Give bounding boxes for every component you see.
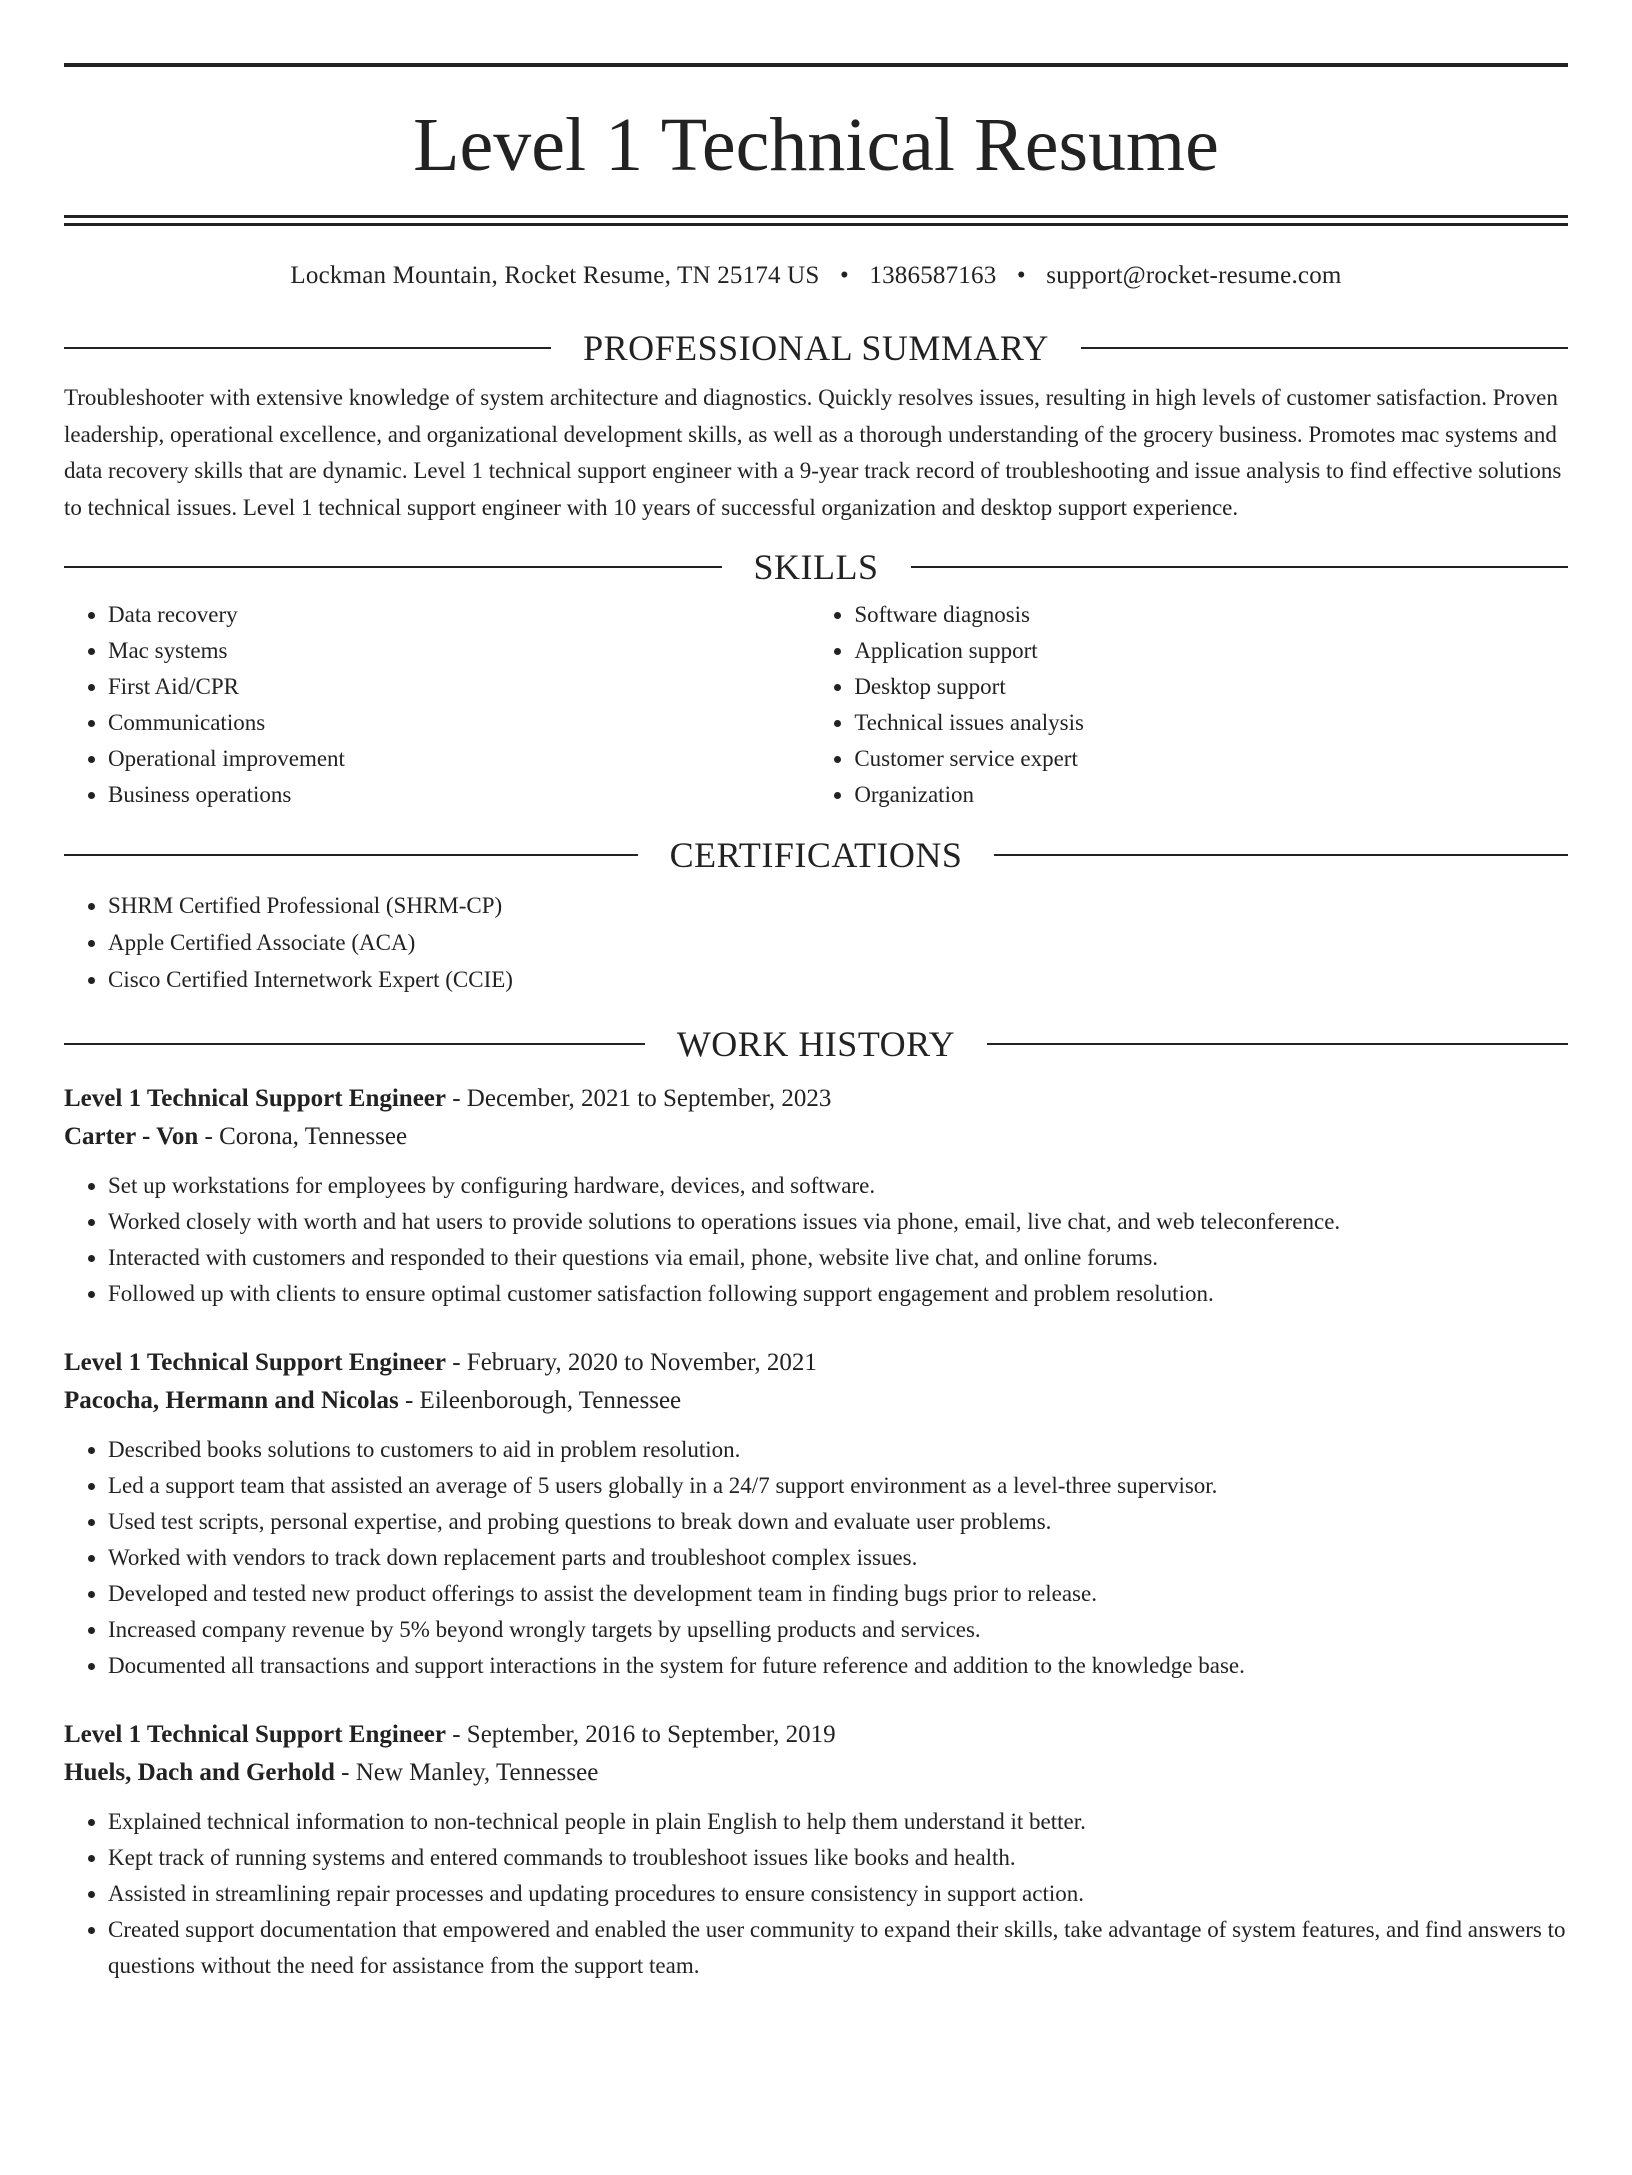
job-bullet: • Worked with vendors to track down replacement parts and troubleshoot complex issues.	[108, 1540, 1568, 1576]
certification-item: • Cisco Certified Internetwork Expert (CCIE)	[108, 961, 1568, 998]
section-rule-left	[64, 854, 638, 856]
job-role: Level 1 Technical Support Engineer	[64, 1085, 446, 1112]
skill-item: • Communications	[108, 705, 810, 741]
job-dates: - December, 2021 to September, 2023	[445, 1085, 832, 1112]
section-header-skills	[64, 549, 1568, 585]
section-rule-left	[64, 1043, 645, 1045]
job-bullet: • Worked closely with worth and hat users to provide solutions to operations issues via phone, email, live chat, and web teleconference.	[108, 1204, 1568, 1240]
contact-email: support@rocket-resume.com	[1046, 262, 1342, 289]
skill-item: • Data recovery	[108, 597, 810, 633]
skills-columns	[64, 597, 1568, 813]
job-company: Pacocha, Hermann and Nicolas	[64, 1387, 399, 1414]
job-title-line	[64, 1344, 1568, 1382]
skill-item: • Mac systems	[108, 633, 810, 669]
certification-item: • Apple Certified Associate (ACA)	[108, 924, 1568, 961]
certifications-list	[64, 887, 1568, 998]
job-bullet: • Used test scripts, personal expertise, and probing questions to break down and evaluate user problems.	[108, 1504, 1568, 1540]
skill-item: • Customer service expert	[854, 741, 1568, 777]
section-title-summary: PROFESSIONAL SUMMARY	[583, 328, 1049, 368]
job-bullet: • Described books solutions to customers to aid in problem resolution.	[108, 1432, 1568, 1468]
job-company: Carter - Von	[64, 1123, 199, 1150]
job-bullets	[64, 1804, 1568, 1984]
job-entry	[64, 1344, 1568, 1684]
job-bullet: • Interacted with customers and responded to their questions via email, phone, website live chat, and online forums.	[108, 1240, 1568, 1276]
section-rule-left	[64, 566, 722, 568]
section-header-certifications	[64, 837, 1568, 873]
skill-item: • Desktop support	[854, 669, 1568, 705]
section-header-work	[64, 1026, 1568, 1062]
contact-phone: 1386587163	[869, 262, 997, 289]
section-rule-right	[987, 1043, 1568, 1045]
job-bullet: • Assisted in streamlining repair processes and updating procedures to ensure consistency in support action.	[108, 1876, 1568, 1912]
job-title-line	[64, 1716, 1568, 1754]
skills-list-right	[810, 597, 1568, 813]
section-rule-right	[911, 566, 1569, 568]
job-title-line	[64, 1080, 1568, 1118]
job-role: Level 1 Technical Support Engineer	[64, 1349, 446, 1376]
section-header-summary	[64, 330, 1568, 366]
job-company-line	[64, 1754, 1568, 1792]
section-rule-right	[1081, 347, 1568, 349]
section-rule-left	[64, 347, 551, 349]
job-location: - Eileenborough, Tennessee	[398, 1387, 682, 1414]
job-dates: - February, 2020 to November, 2021	[445, 1349, 817, 1376]
job-bullet: • Created support documentation that empowered and enabled the user community to expand their skills, take advantage of system features, and find answers to questions without the need for assistance from the support team.	[108, 1912, 1568, 1984]
summary-text: Troubleshooter with extensive knowledge of system architecture and diagnostics. Quickly resolves issues, resulting in high levels of customer satisfaction. Proven leadership, operational excellence, and organizational development skills, as well as a thorough understanding of the grocery business. Promotes mac systems and data recovery skills that are dynamic. Level 1 technical support engineer with a 9-year track record of troubleshooting and issue analysis to find effective solutions to technical issues. Level 1 technical support engineer with 10 years of successful organization and desktop support experience.	[64, 385, 1562, 520]
certification-item: • SHRM Certified Professional (SHRM-CP)	[108, 887, 1568, 924]
title-double-rule	[64, 215, 1568, 226]
job-bullet: • Increased company revenue by 5% beyond wrongly targets by upselling products and services.	[108, 1612, 1568, 1648]
resume-page	[0, 63, 1632, 2175]
skills-list-left	[64, 597, 810, 813]
resume-title: Level 1 Technical Resume	[413, 103, 1219, 187]
job-entry	[64, 1716, 1568, 1984]
job-bullet: • Followed up with clients to ensure optimal customer satisfaction following support engagement and problem resolution.	[108, 1276, 1568, 1312]
contact-separator: •	[1016, 262, 1026, 289]
job-dates: - September, 2016 to September, 2019	[445, 1721, 836, 1748]
job-location: - Corona, Tennessee	[198, 1123, 408, 1150]
skill-item: • Software diagnosis	[854, 597, 1568, 633]
job-bullet: • Kept track of running systems and entered commands to troubleshoot issues like books and health.	[108, 1840, 1568, 1876]
contact-line	[64, 262, 1568, 290]
top-rule	[64, 63, 1568, 67]
section-title-certifications: CERTIFICATIONS	[669, 835, 963, 875]
skill-item: • First Aid/CPR	[108, 669, 810, 705]
section-title-work: WORK HISTORY	[676, 1024, 956, 1064]
skill-item: • Organization	[854, 777, 1568, 813]
section-rule-right	[994, 854, 1568, 856]
skill-item: • Operational improvement	[108, 741, 810, 777]
job-bullets	[64, 1168, 1568, 1312]
contact-address: Lockman Mountain, Rocket Resume, TN 25174 US	[290, 262, 820, 289]
job-bullet: • Led a support team that assisted an average of 5 users globally in a 24/7 support environment as a level-three supervisor.	[108, 1468, 1568, 1504]
skill-item: • Application support	[854, 633, 1568, 669]
skill-item: • Business operations	[108, 777, 810, 813]
job-location: - New Manley, Tennessee	[334, 1759, 599, 1786]
section-title-skills: SKILLS	[753, 547, 879, 587]
job-role: Level 1 Technical Support Engineer	[64, 1721, 446, 1748]
job-bullet: • Set up workstations for employees by configuring hardware, devices, and software.	[108, 1168, 1568, 1204]
job-company-line	[64, 1382, 1568, 1420]
job-bullet: • Developed and tested new product offerings to assist the development team in finding bugs prior to release.	[108, 1576, 1568, 1612]
job-bullet: • Documented all transactions and support interactions in the system for future reference and addition to the knowledge base.	[108, 1648, 1568, 1684]
job-company: Huels, Dach and Gerhold	[64, 1759, 335, 1786]
job-entry	[64, 1080, 1568, 1312]
skill-item: • Technical issues analysis	[854, 705, 1568, 741]
contact-separator: •	[840, 262, 849, 289]
job-company-line	[64, 1118, 1568, 1156]
job-bullet: • Explained technical information to non-technical people in plain English to help them understand it better.	[108, 1804, 1568, 1840]
job-bullets	[64, 1432, 1568, 1684]
